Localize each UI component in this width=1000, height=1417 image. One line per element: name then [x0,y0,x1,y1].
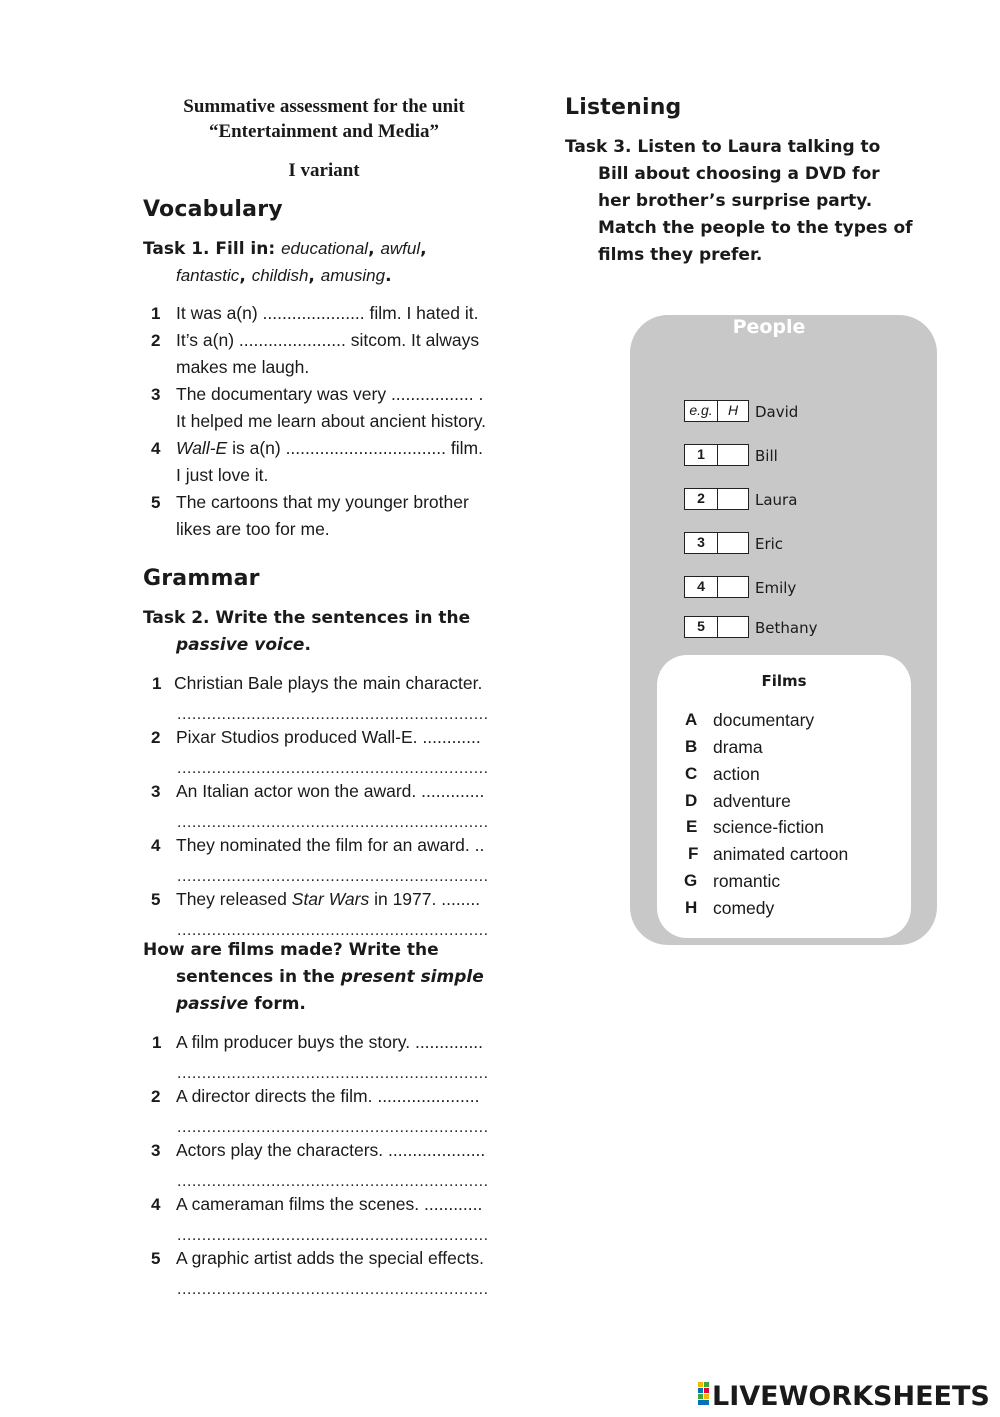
title-line-2: “Entertainment and Media” [208,121,440,142]
howfilms-item-number: 3 [151,1141,161,1160]
film-letter: B [685,737,698,756]
word-fantastic: fantastic [176,266,240,285]
howfilms-item-3-text [176,1137,485,1164]
word-awful: awful [380,239,421,258]
passive-voice-term: passive voice [176,635,305,655]
sentence: Actors play the characters. [176,1140,384,1160]
vocab-item-2-cont: makes me laugh. [176,357,310,377]
grammar-item-number: 1 [152,674,162,693]
task3-line2: Bill about choosing a DVD for [598,164,880,184]
box-answer[interactable] [718,533,748,553]
howfilms-item-5-text [176,1245,484,1272]
task-howfilms-line1: How are films made? Write the [143,940,439,960]
answer-line[interactable]: ............................................................... [177,760,489,777]
vocabulary-heading: Vocabulary [143,197,283,222]
answer-dots[interactable]: .. [469,835,485,855]
vocab-item-2-text[interactable]: It’s a(n) ...................... sitcom. It always [176,330,480,350]
answer-box-5[interactable] [684,616,749,638]
answer-line[interactable]: ............................................................... [177,1119,489,1136]
film-letter: D [685,791,698,810]
vocab-item-number: 2 [151,331,161,350]
task-howfilms-line3 [176,991,306,1018]
word-amusing: amusing [320,266,386,285]
film-letter: G [684,871,698,890]
answer-box-1[interactable] [684,444,749,466]
answer-dots[interactable]: .............. [410,1032,484,1052]
title-star-wars: Star Wars [291,889,370,909]
title-line-1: Summative assessment for the unit [183,96,465,117]
text: sentences in the [176,967,341,987]
people-title: People [732,316,806,338]
box-label: 1 [685,445,718,465]
task1-instruction-line2: fantastic, childish, amusing. [176,266,392,286]
box-answer[interactable] [718,489,748,509]
sentence: Christian Bale plays the main character. [174,673,483,693]
grammar-item-5-text [176,886,480,913]
vocab-item-4-rest: is a(n) ................................. film. [227,438,483,458]
howfilms-item-4-text [176,1191,482,1218]
answer-line[interactable]: ............................................................... [177,706,489,723]
grammar-item-number: 3 [151,782,161,801]
person-name: Emily [755,579,797,597]
vocab-item-1-text[interactable]: It was a(n) ..................... film. I hated it. [176,303,479,323]
sentence-end: in 1977. [369,889,437,909]
vocab-item-3-text[interactable]: The documentary was very ................. . [176,384,484,404]
howfilms-item-number: 1 [152,1033,162,1052]
task3-line1: Task 3. Listen to Laura talking to [565,137,881,157]
film-letter: A [685,710,698,729]
answer-line[interactable]: ............................................................... [177,1173,489,1190]
sentence: They nominated the film for an award. [176,835,470,855]
answer-line[interactable]: ............................................................... [177,922,489,939]
grammar-item-3-text [176,778,484,805]
film-name: drama [713,737,763,757]
grammar-item-number: 4 [151,836,161,855]
word-educational: educational [281,239,369,258]
task-howfilms-line2 [176,964,484,991]
sentence: Pixar Studios produced Wall-E. [176,727,418,747]
answer-box-4[interactable] [684,576,749,598]
task3-line3: her brother’s surprise party. [598,191,873,211]
box-answer[interactable] [718,617,748,637]
sentence: A graphic artist adds the special effects. [176,1248,485,1268]
grammar-item-4-text [176,832,484,859]
vocab-item-4-cont: I just love it. [176,465,269,485]
grammar-item-1-text [174,670,482,697]
film-name: romantic [713,871,781,891]
person-name: Bill [755,447,778,465]
person-name: Laura [755,491,798,509]
variant-label: I variant [288,160,360,181]
grammar-heading: Grammar [143,566,260,591]
vocab-item-3-cont: It helped me learn about ancient history. [176,411,487,431]
vocab-item-number: 5 [151,493,161,512]
word-childish: childish [251,266,309,285]
grammar-item-2-text [176,724,481,751]
task2-instruction-line2 [176,632,311,659]
answer-line[interactable]: ............................................................... [177,1281,489,1298]
vocab-item-5-text: The cartoons that my younger brother [176,492,469,512]
howfilms-item-number: 5 [151,1249,161,1268]
answer-dots[interactable]: ........ [436,889,481,909]
answer-line[interactable]: ............................................................... [177,814,489,831]
answer-box-2[interactable] [684,488,749,510]
answer-dots[interactable]: ............ [417,727,481,747]
film-letter: F [688,844,699,863]
vocab-item-number: 1 [151,304,161,323]
answer-line[interactable]: ............................................................... [177,868,489,885]
grammar-item-number: 2 [151,728,161,747]
film-letter: H [685,898,698,917]
title-wall-e: Wall-E [176,438,228,458]
person-name: Eric [755,535,784,553]
listening-heading: Listening [565,95,682,120]
box-label: 4 [685,577,718,597]
film-name: documentary [713,710,815,730]
sentence: A film producer buys the story. [176,1032,411,1052]
film-letter: C [685,764,698,783]
answer-dots[interactable]: .................... [383,1140,486,1160]
answer-line[interactable]: ............................................................... [177,1227,489,1244]
text: form. [248,994,306,1014]
box-answer[interactable] [718,445,748,465]
person-name: David [755,403,799,421]
answer-box-example [684,400,749,422]
logo-text: LIVEWORKSHEETS [712,1381,990,1412]
film-letter: E [686,817,698,836]
box-label: 3 [685,533,718,553]
answer-dots[interactable]: ............. [416,781,485,801]
vocab-item-number: 3 [151,385,161,404]
person-name: Bethany [755,619,818,637]
howfilms-item-1-text [176,1029,483,1056]
vocab-item-5-cont[interactable]: likes are too for me. [176,519,330,539]
film-name: comedy [713,898,775,918]
task2-instruction: Task 2. Write the sentences in the [143,608,471,628]
task1-instruction: Task 1. Fill in: educational, awful, [143,239,427,259]
box-answer[interactable] [718,577,748,597]
box-answer: H [727,402,739,418]
vocab-item-number: 4 [151,439,161,458]
sentence: A director directs the film. [176,1086,373,1106]
liveworksheets-logo[interactable] [696,1376,996,1412]
present-simple-term: present simple [340,967,484,987]
film-name: adventure [713,791,791,811]
vocab-item-4-text[interactable] [176,435,483,462]
task1-label: Task 1. Fill in: [143,239,276,259]
film-name: action [713,764,760,784]
task3-line5: films they prefer. [598,245,763,265]
task3-line4: Match the people to the types of [598,218,913,238]
sentence: They released [176,889,292,909]
howfilms-item-number: 2 [151,1087,161,1106]
period: . [304,635,311,655]
box-label: 5 [685,617,718,637]
answer-dots[interactable]: ..................... [372,1086,480,1106]
answer-box-3[interactable] [684,532,749,554]
passive-term: passive [176,994,249,1014]
film-name: animated cartoon [713,844,849,864]
howfilms-item-2-text [176,1083,479,1110]
box-label: 2 [685,489,718,509]
grammar-item-number: 5 [151,890,161,909]
sentence: A cameraman films the scenes. [176,1194,420,1214]
films-title: Films [761,672,807,690]
liveworksheets-icon [696,1376,996,1412]
answer-dots[interactable]: ............ [419,1194,483,1214]
box-label: e.g. [685,401,718,421]
film-name: science-fiction [713,817,824,837]
sentence: An Italian actor won the award. [176,781,417,801]
answer-line[interactable]: ............................................................... [177,1065,489,1082]
howfilms-item-number: 4 [151,1195,161,1214]
